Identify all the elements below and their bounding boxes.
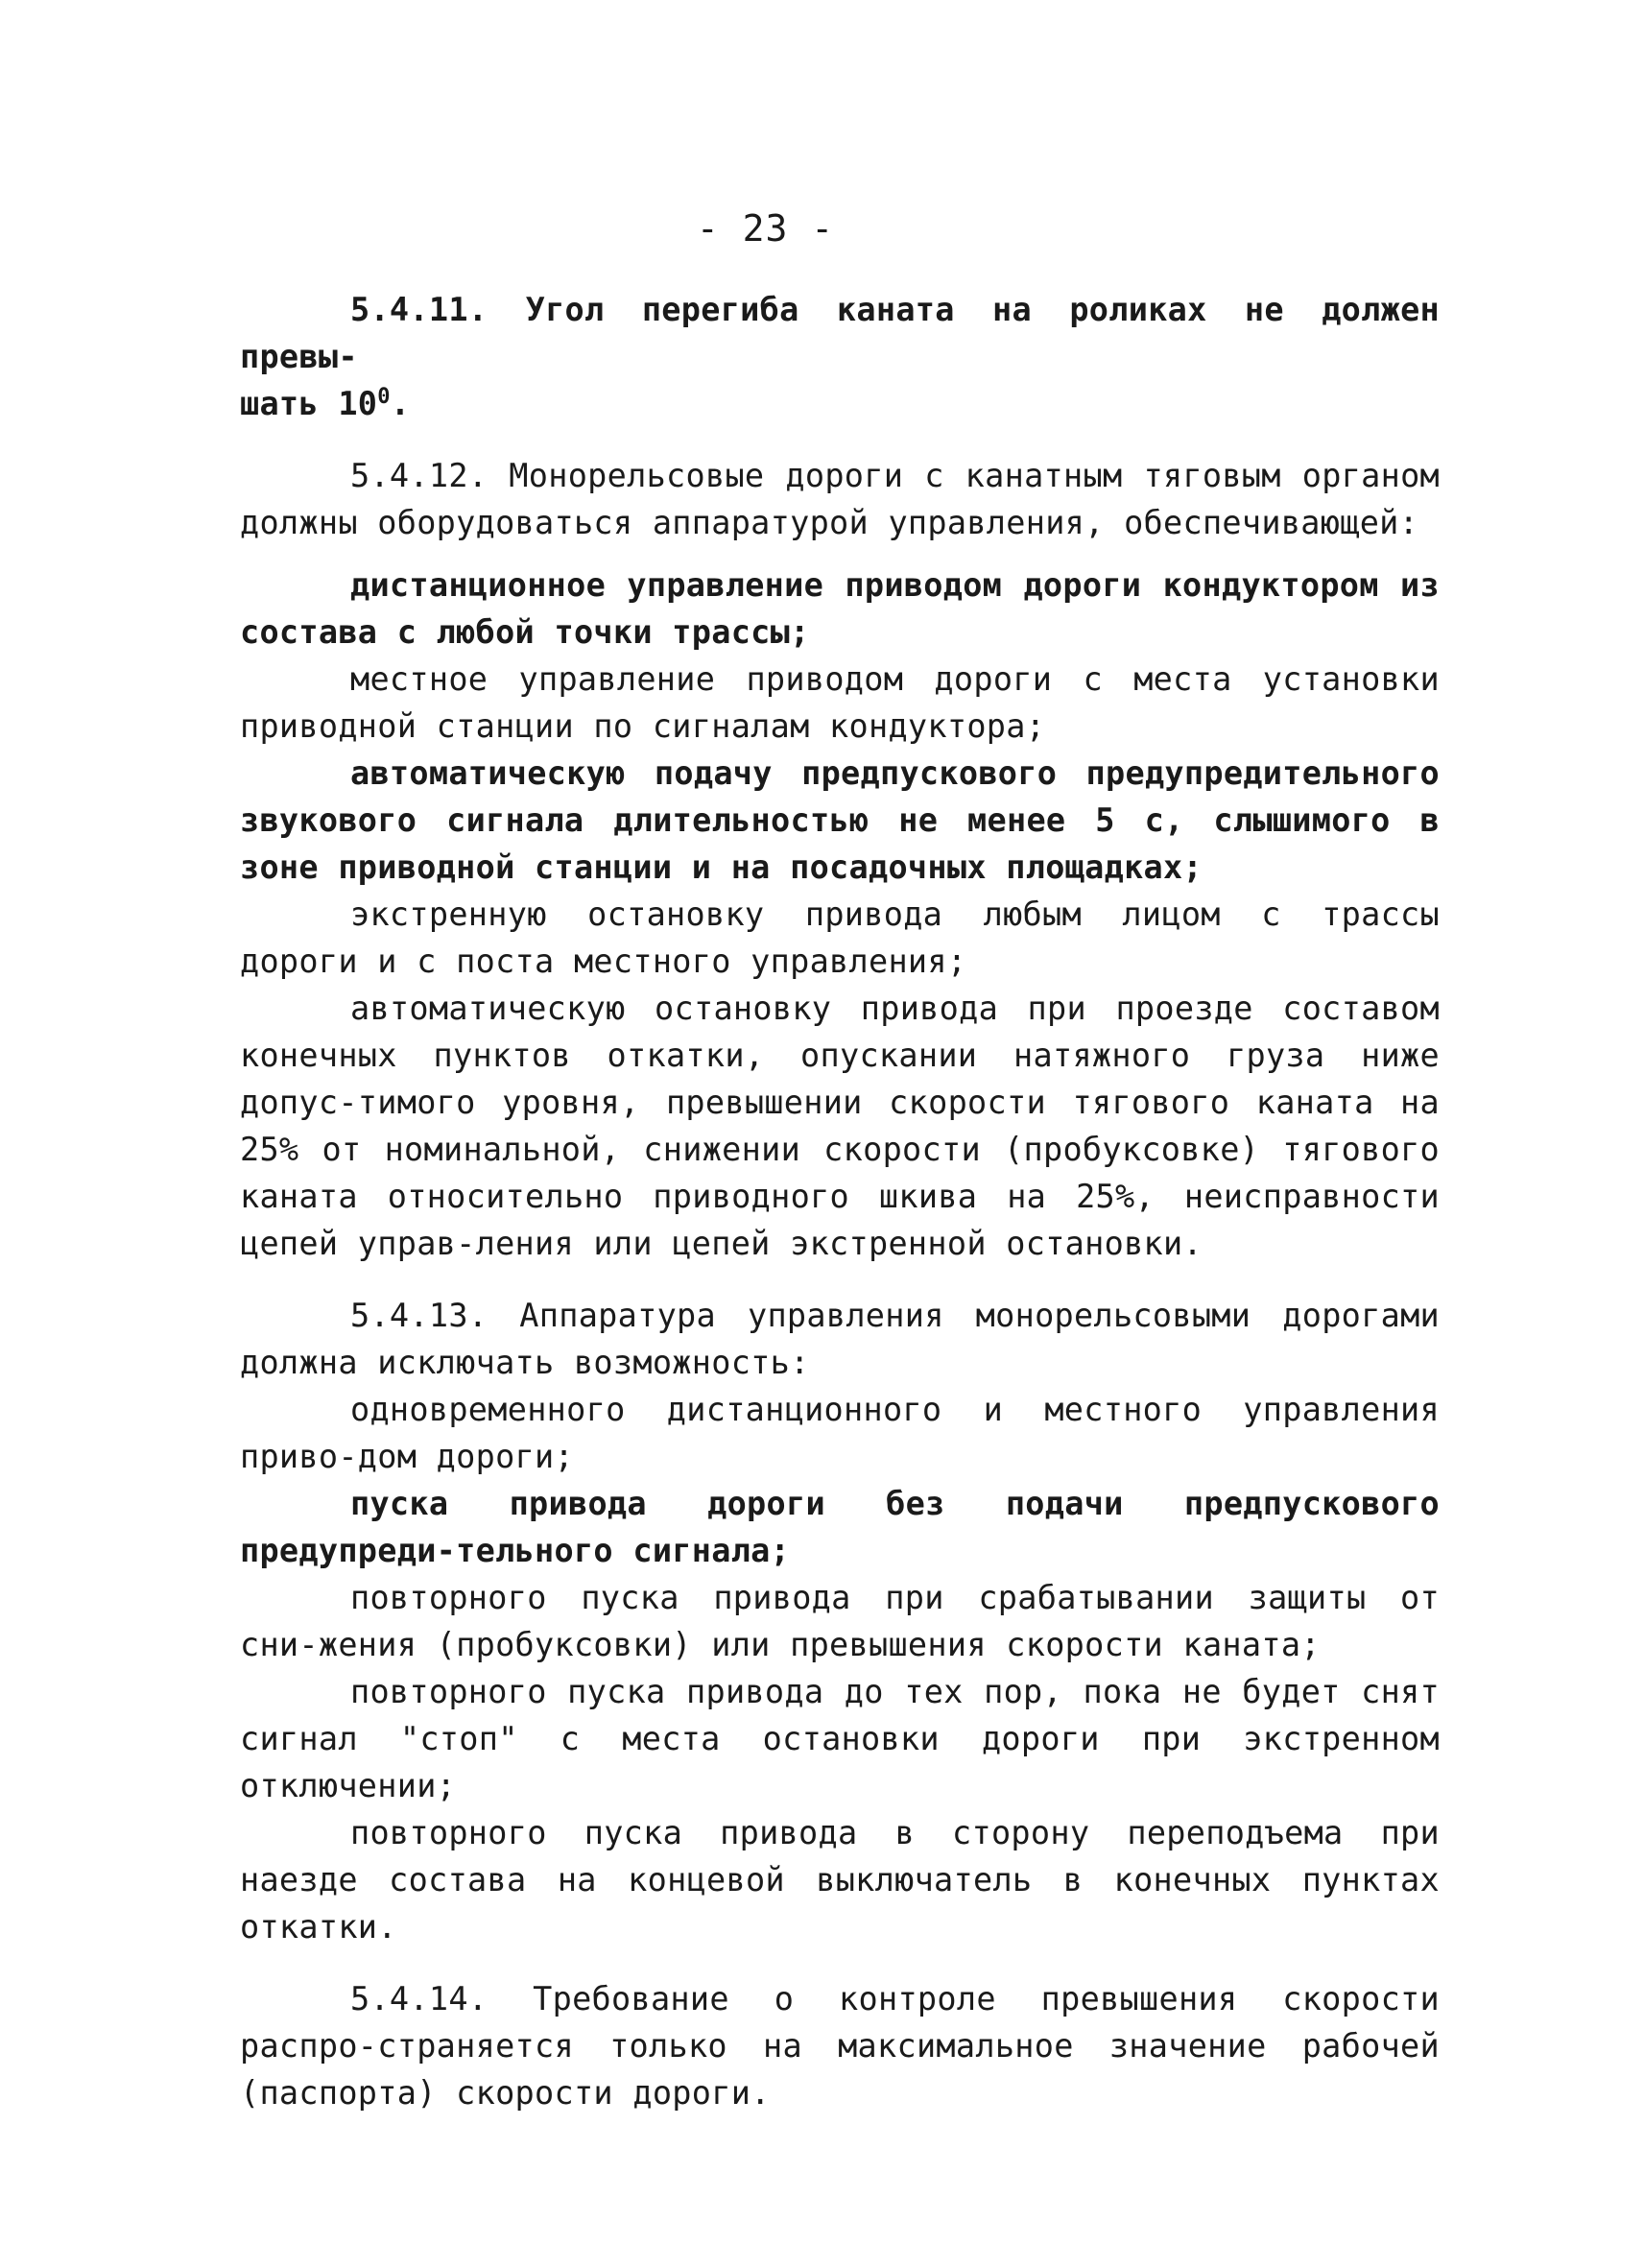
list-item: повторного пуска привода до тех пор, пока не будет снят сигнал "стоп" с места остановки дороги при экстренном отключении; — [240, 1673, 1440, 1804]
section-text-line-2: шать 10 — [240, 385, 378, 422]
section-intro: Монорельсовые дороги с канатным тяговым органом должны оборудоваться аппаратурой управления, обеспечивающей: — [240, 457, 1441, 541]
list-item: повторного пуска привода при срабатывании защиты от сни-жения (пробуксовки) или превышения скорости каната; — [240, 1579, 1440, 1663]
section-number: 5.4.13. — [350, 1297, 488, 1334]
section-text-tail: . — [390, 385, 411, 422]
list-item: пуска привода дороги без подачи предпускового предупреди-тельного сигнала; — [240, 1485, 1440, 1569]
section-number: 5.4.12. — [350, 457, 488, 494]
section-intro: Аппаратура управления монорельсовыми дорогами должна исключать возможность: — [240, 1297, 1441, 1381]
section-5-4-13 — [240, 1292, 1440, 1386]
section-number: 5.4.11. — [350, 291, 488, 328]
document-body — [240, 286, 1440, 2116]
list-item: дистанционное управление приводом дороги кондуктором из состава с любой точки трассы; — [240, 566, 1440, 651]
section-5-4-11 — [240, 286, 1440, 427]
section-5-4-14 — [240, 1975, 1440, 2116]
list-item: повторного пуска привода в сторону переподъема при наезде состава на концевой выключатель в конечных пунктах откатки. — [240, 1814, 1440, 1946]
list-item: местное управление приводом дороги с места установки приводной станции по сигналам кондуктора; — [240, 660, 1440, 745]
list-item: одновременного дистанционного и местного управления приво-дом дороги; — [240, 1391, 1440, 1475]
list-item: автоматическую остановку привода при проезде составом конечных пунктов откатки, опускании натяжного груза ниже допус-тимого уровня, превышении скорости тягового каната на 25% от номинальной, снижении скорости (пробуксовке) тягового каната относительно приводного шкива на 25%, неисправности цепей управ-ления или цепей экстренной остановки. — [240, 990, 1440, 1262]
page-number: - 23 - — [696, 207, 835, 250]
section-number: 5.4.14. — [350, 1980, 488, 2017]
section-intro: Требование о контроле превышения скорости распро-страняется только на максимальное значение рабочей (паспорта) скорости дороги. — [240, 1980, 1440, 2112]
section-text-line-1: Угол перегиба каната на роликах не должен превы- — [240, 291, 1441, 375]
section-5-4-12 — [240, 452, 1440, 546]
list-item: автоматическую подачу предпускового предупредительного звукового сигнала длительностью не менее 5 с, слышимого в зоне приводной станции и на посадочных площадках; — [240, 754, 1440, 886]
list-item: экстренную остановку привода любым лицом с трассы дороги и с поста местного управления; — [240, 895, 1440, 980]
degree-superscript: 0 — [377, 384, 391, 409]
